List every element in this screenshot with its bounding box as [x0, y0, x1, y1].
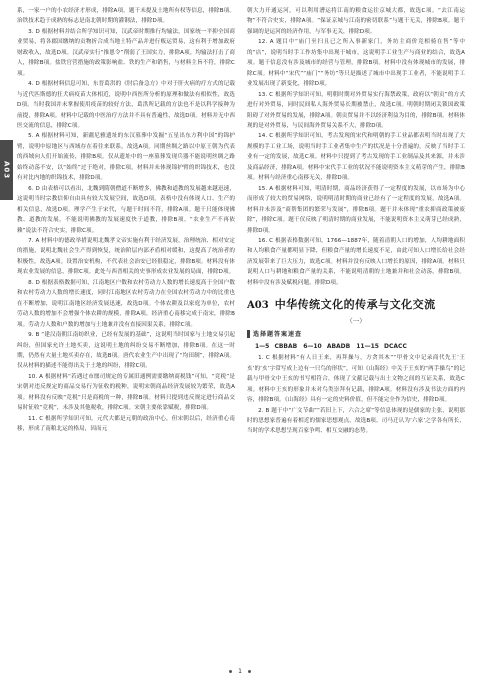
left-column	[17, 6, 235, 435]
answer-paragraph: 1. C 根据材料“有人日王来，再拜操与，方贪其木”“甲骨文中记录商代先王‘王亥’的‘亥’字常写成上边有一只鸟的形状”，可知《山海经》中关于王亥的“两手操鸟”的记载与甲骨文中王亥的书写相符合，体现了文献记载与出土文物之间的互证关系，故选C项。材料中王亥的形象并未对鸟类崇拜有记载，排除A项。材料没有涉及书法方面的内容，排除B项。《山海经》具有一定的史料价值，但不能完全作为信史，排除D项。	[247, 355, 465, 404]
answer-paragraph: 朝大力开通运河，可以利用漕运将江南的粮食运往京城大都，故选C项。“去江南运物”不符合史实，排除A项。“保证京城与江南的密切联系”与题干无关，排除B项。题干强调的是运河的经济作用，与军事无关，排除D项。	[247, 8, 465, 35]
section-part-label: （一）	[346, 317, 366, 326]
answer-paragraph: 9. B “建汉南朝江南纺织业，已经有发展的基础”，这说明当时国家与土地交易引起纠纷，但国家允许土地买卖，这说明土地的纠纷交易不断增加，排除B项。在这一时期，仍然有大量土地买卖存在，故选B项。唐代农业生产中出现了“均田制”，排除A项。仅从材料的描述不能得出关于土地的纠纷，排除C项。	[17, 332, 235, 370]
dot-icon	[229, 670, 232, 673]
right-column	[247, 6, 465, 437]
page-number	[0, 668, 480, 675]
quick-answer-key: 1—5 CBBAB 6—10 ABADB 11—15 DCACC	[255, 343, 407, 351]
answer-paragraph: 14. C 根据所学知识可知，考古发现的宋代和明朝的手工业品都表明当时出现了大规模的手工业工场，说明当时手工业者集中生产的状况是十分普遍的，反映了当时手工业有一定的发展，故选C项。材料中只提到了考古发现的手工业制品及其来源，并未涉及商品经济，排除A项。材料中宋代手工业的状况不能说明资本主义萌芽的产生，排除B项。材料与经济重心南移无关，排除D项。	[247, 133, 465, 182]
answer-paragraph: 11. C 根据所学知识可知，元代大都是元朝的政治中心，但宋朝以后，经济重心南移，形成了南粮北运的格局，因而元	[17, 415, 235, 433]
page-number-text: 1	[238, 668, 242, 675]
answer-paragraph: 4. D 根据材料信息可知，东晋葛洪的《肘后备急方》中对于肝火病的疗方式的记载与近代匹斯德的狂犬病疫苗大体相近，说明中西医所分析的原理和做法有相似性，故选D项。当时我国并未掌握使用疫苗的较好方法，葛洪所记载的方法也不是以科学接种为前提，排除A项。材料中记载的中医治疗方法并不具有普遍性，故选D项。材料并无中西医交流的信息，排除C项。	[17, 81, 235, 129]
answer-paragraph: 8. D 根据表格数据可知，江南地区户数和农村劳动力人数的增长速度高于全国户数和农村劳动力人数的增长速度，同时江南地区农村劳动力在全国农村劳动力中的比重也在不断增加，说明江南地区经济发展迅速，故选D项。个体农耕及以家庭为单位，农村劳动人数的增加不会增强个体农耕的规模，排除A项。经济重心南移完成于南宋，排除B项。劳动力人数和户数的增加与土地兼并没有直接因果关系，排除C项。	[17, 279, 235, 328]
section-code: A03	[247, 300, 269, 312]
header-bar-icon	[247, 330, 250, 338]
answer-paragraph: 15. A 根据材料可知，明清时期，商品经济获得了一定程度的发展，以市场为中心而形成了较大的贸易网络，说明明清时期的商业已经有了一定程度的发展，故选A项。材料并未涉及“商帮集团的繁荣与发展”，排除B项。题干并未体现“重农抑商政策被废除”，排除C项。题干仅反映了明清时期的商业发展，不能说明资本主义萌芽已经成熟，排除D项。	[247, 185, 465, 234]
section-title: 中华传统文化的传承与文化交流	[274, 298, 436, 312]
answer-paragraph: 6. D 由表格可以看出，北魏到隋朝僧道不断增多，佛教和道教的发展越来越迅速，这说明当时宗教信仰自由具有较大发展空间，故选D项。表格中没有体现人口、生产的相关信息，故选D项。理学产生于宋代，与题干时间不符，排除A项。题干只能体现佛教、道教的发展，不能说明佛教的发展速度快于道教，排除B项。“农业生产不再依赖”说法不符合史实，排除C项。	[17, 185, 235, 234]
answer-paragraph: 12. A 题目中“庙门至扫且已之所入事新家门，务坊主商价竞相骑在售”等中的“店”，说明当时手工作坊集中出现于城市，这说明手工业生产与商业的结合，故选A项。题干信息没有涉及城市的经营与管理，排除B项。材料中没有体现城市的发展，排除C项。材料中“宋代”“庙门”“务坊”等只是描述了城市中出现手工业者，不能说明手工业发展出现了新变化，排除D项。	[247, 39, 465, 88]
answer-paragraph: 7. A 材料中的德政举措说明北魏孝文帝实施有利于经济发展，治理统治、相对安定的措施，说明北魏社会生产得到恢复，统治阶层内部矛盾相对缓和，这提高了统治者的积极性，故选A项。设置治安机构，不代表社会治安已经很稳定，排除B项。材料没有体现农业发展的信息，排除C项。此处与西晋相关的史事形成农业发展的局面，排除D项。	[17, 237, 235, 276]
quick-answer-header	[247, 329, 465, 338]
answer-paragraph: 2. B 题干中“广文节曲”“若旧上下，六合之席”等信息体现的是儒家的主张，说明那时的思想家普遍有着相近的儒家思想观点，故选B项。司马迁认为‘六家’之学各有所长，当时的学术思想呈现百家争鸣、相互交融的态势。	[247, 407, 465, 435]
answer-paragraph: 10. A 根据材料“若遇过市廛司规定的专属旧通例需要缴纳商税钱”可知，“竞税”是宋朝对违反规定的商品交易行为征收的税种，说明宋朝商品经济发展较为繁荣，故选A项。材料没有反映“竞税”只是商税的一种，排除B项。材料只提到违反规定进行商品交易时征收“竞税”，未涉及其他税收，排除C项。宋朝主要依靠赋税，排除D项。	[17, 373, 235, 412]
dot-icon	[248, 670, 251, 673]
answer-paragraph: 3. D 根据材料并结合所学知识可知，汉武帝时期推行均输法，国家统一平抑全国商业贸易，将各郡国缴纳的贡物折合成当地土特产品并进行贩运贸易，这有利于增加政府财政收入，故选D项。汉武帝实行“推恩令”削弱了王国实力，排除A项。均输法打击了商人，排除B项。盐铁官营措施的政策影响盐、铁的生产和销售，与材料主旨不符，排除C项。	[17, 28, 235, 77]
answer-paragraph: 13. C 根据所学知识可知，明朝时期对外贸易实行海禁政策，政府以“朝贡”的方式进行对外贸易，同时民间私人海外贸易长期被禁止，故选C项。明朝时期闭关锁国政策阻碍了对外贸易的发展，排除A项。朝贡贸易并不以经济利益为目的，排除B项。材料体现的是对外贸易，与民间海外贸易关系不大，排除D项。	[247, 91, 465, 129]
section-heading	[247, 296, 465, 312]
quick-answer-title: 选择题答案速查	[253, 331, 303, 339]
answer-paragraph: 16. C 根据表格数据可知，1766—1887年，随着清朝人口的增加，人均耕地面积和人均粮食产量都明显下降，但粮食产量的增长速度不足，由此可知人口增长给社会经济发展带来了巨大压力，故选C项。材料并没有反映人口增长的原因，排除A项。材料只说明人口与耕地和粮食产量的关系，不能说明清朝的土地兼并和社会动荡，排除B项。材料中没有涉及赋税问题，排除D项。	[247, 237, 465, 286]
answer-paragraph: 5. A 根据材料可知，新疆尼雅遗址的东汉墓葬中发掘“五星出东方利中国”的锦护臂，说明中原地区与西域存在着往来联系，故选A项。同期丝绸之路以中原王朝为代表的西域向人们开始流传，排除B项。仅从遗址中的一座墓葬发现兵器不能说明丝绸之路始终动荡不安，以“始终”过于绝对，排除C项。材料并未体现锦护臂的织锦技术，也没有对比内地的织锦技术，排除D项。	[17, 133, 235, 182]
section-side-tab: A03	[0, 140, 13, 200]
answer-paragraph: 系，一家一户的小农经济才形成，排除A项。题干未提及土地所有权等信息，排除B项。治铁技术趋于成熟的标志是南北朝时期的灌钢法，排除D项。	[17, 8, 235, 25]
